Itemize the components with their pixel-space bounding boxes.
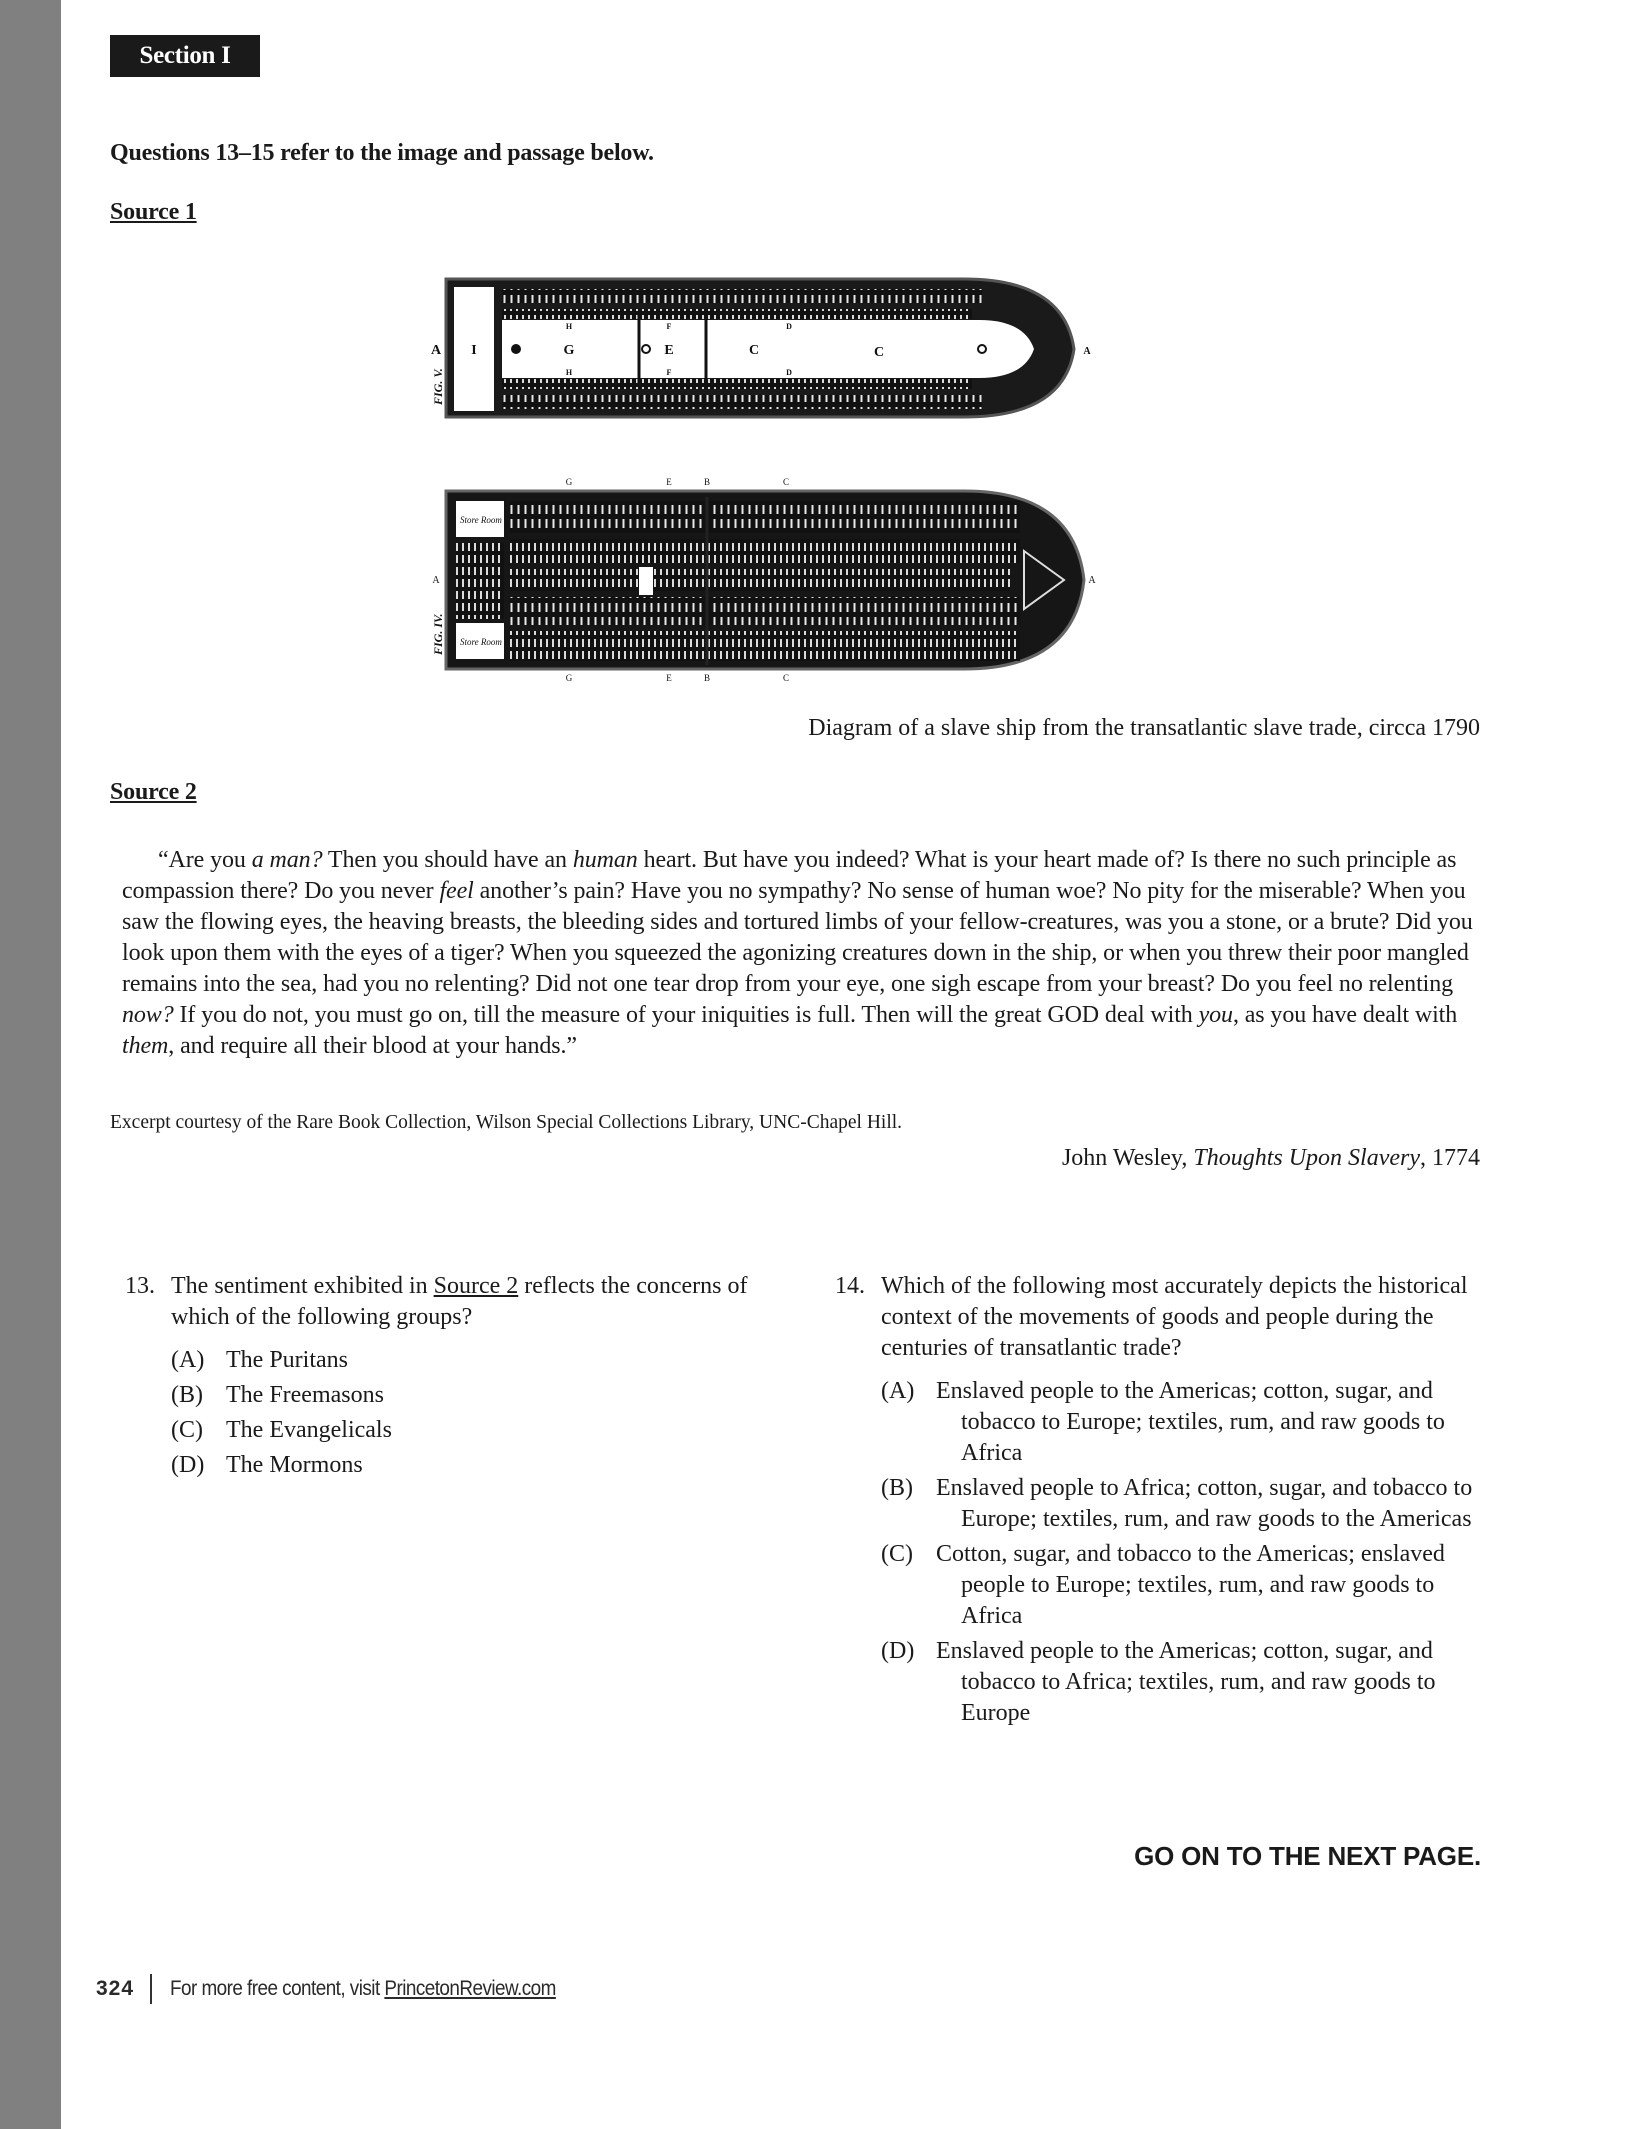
princeton-review-link[interactable]: PrincetonReview.com: [384, 1977, 556, 2000]
svg-text:G: G: [563, 343, 575, 358]
svg-text:H: H: [565, 368, 573, 377]
svg-text:A: A: [1083, 346, 1091, 357]
choice-c[interactable]: (C) The Evangelicals: [171, 1417, 392, 1443]
page-number: 324: [96, 1977, 135, 2000]
answer-choices: [171, 1345, 785, 1481]
svg-text:Store Room: Store Room: [460, 515, 502, 525]
page-footer: [96, 1974, 599, 2004]
svg-text:E: E: [666, 673, 672, 683]
choice-d[interactable]: (D) The Mormons: [171, 1452, 363, 1478]
attribution-author: John Wesley,: [1061, 1145, 1194, 1171]
choice-b[interactable]: (B) The Freemasons: [171, 1382, 384, 1408]
source-1-heading: Source 1: [110, 199, 197, 225]
question-number: 13.: [125, 1273, 155, 1299]
svg-text:E: E: [664, 343, 674, 358]
svg-text:Store Room: Store Room: [460, 637, 502, 647]
question-stem: The sentiment exhibited in Source 2 reflects the concerns of which of the following groups?: [171, 1273, 748, 1330]
source-2-heading: Source 2: [110, 779, 197, 805]
footer-divider: [150, 1974, 152, 2004]
excerpt-credit: Excerpt courtesy of the Rare Book Collection, Wilson Special Collections Library, UNC-Chapel Hill.: [110, 1112, 903, 1133]
svg-text:F: F: [666, 322, 672, 331]
svg-text:D: D: [786, 322, 792, 331]
question-number: 14.: [835, 1273, 865, 1299]
figure-caption: Diagram of a slave ship from the transatlantic slave trade, circca 1790: [808, 715, 1480, 741]
svg-text:FIG. V.: FIG. V.: [431, 368, 445, 405]
svg-text:A: A: [432, 575, 440, 586]
svg-text:A: A: [1088, 575, 1096, 586]
attribution-title: Thoughts Upon Slavery: [1193, 1145, 1420, 1171]
svg-text:I: I: [471, 343, 477, 358]
question-stem: Which of the following most accurately depicts the historical context of the movements of goods and people during the centuries of transatlantic trade?: [881, 1273, 1468, 1361]
fig-iv-ship: [431, 477, 1096, 683]
choice-d[interactable]: (D) Enslaved people to the Americas; cotton, sugar, and tobacco to Africa; textiles, rum, and raw goods to Europe: [881, 1638, 1436, 1726]
page-edge-bar: [0, 0, 61, 2129]
section-badge: [110, 35, 260, 77]
question-14: [835, 1271, 1495, 1733]
svg-text:H: H: [565, 322, 573, 331]
svg-text:C: C: [748, 343, 760, 358]
svg-text:F: F: [666, 368, 672, 377]
source-2-reference: Source 2: [433, 1273, 519, 1299]
question-13: [125, 1271, 785, 1485]
svg-text:C: C: [873, 345, 885, 360]
wesley-passage: [122, 845, 1482, 1062]
answer-choices: [881, 1376, 1495, 1729]
svg-text:C: C: [782, 673, 790, 683]
svg-text:B: B: [703, 477, 711, 487]
svg-text:FIG. IV.: FIG. IV.: [431, 613, 445, 655]
choice-b[interactable]: (B) Enslaved people to Africa; cotton, sugar, and tobacco to Europe; textiles, rum, and raw goods to the Americas: [881, 1475, 1473, 1532]
svg-text:G: G: [565, 477, 573, 487]
ship-diagram-image: [424, 265, 1184, 685]
attribution-year: , 1774: [1420, 1145, 1480, 1171]
fig-v-ship: [431, 279, 1091, 417]
choice-a[interactable]: (A) The Puritans: [171, 1347, 348, 1373]
slave-ship-diagram: [424, 265, 1184, 685]
svg-text:A: A: [430, 343, 442, 358]
questions-intro: Questions 13–15 refer to the image and passage below.: [110, 140, 654, 166]
svg-text:G: G: [565, 673, 573, 683]
choice-c[interactable]: (C) Cotton, sugar, and tobacco to the Americas; enslaved people to Europe; textiles, rum, and raw goods to Africa: [881, 1541, 1445, 1629]
section-label: Section I: [139, 42, 231, 69]
svg-text:E: E: [666, 477, 672, 487]
passage-text: “Are you a man? Then you should have an human heart. But have you indeed? What is your heart made of? Is there no such principle as compassion there? Do you never feel another’s pain? Have you no sympathy? No sense of human woe? No pity for the miserable? When you saw the flowing eyes, the heaving breasts, the bleeding sides and tortured limbs of your fellow-creatures, was you a stone, or a brute? Did you look upon them with the eyes of a tiger? When you squeezed the agonizing creatures down in the ship, or when you threw their poor mangled remains into the sea, had you no relenting? Did not one tear drop from your eye, one sigh escape from your breast? Do you feel no relenting now? If you do not, you must go on, till the measure of your iniquities is full. Then will the great GOD deal with you, as you have dealt with them, and require all their blood at your hands.”: [122, 847, 1473, 1059]
footer-text: For more free content, visit PrincetonReview.com: [170, 1977, 556, 2000]
svg-text:B: B: [703, 673, 711, 683]
passage-attribution: [1062, 1145, 1480, 1172]
svg-text:C: C: [782, 477, 790, 487]
go-on-notice: GO ON TO THE NEXT PAGE.: [1134, 1841, 1481, 1871]
choice-a[interactable]: (A) Enslaved people to the Americas; cotton, sugar, and tobacco to Europe; textiles, rum, and raw goods to Africa: [881, 1378, 1445, 1466]
svg-text:D: D: [786, 368, 792, 377]
